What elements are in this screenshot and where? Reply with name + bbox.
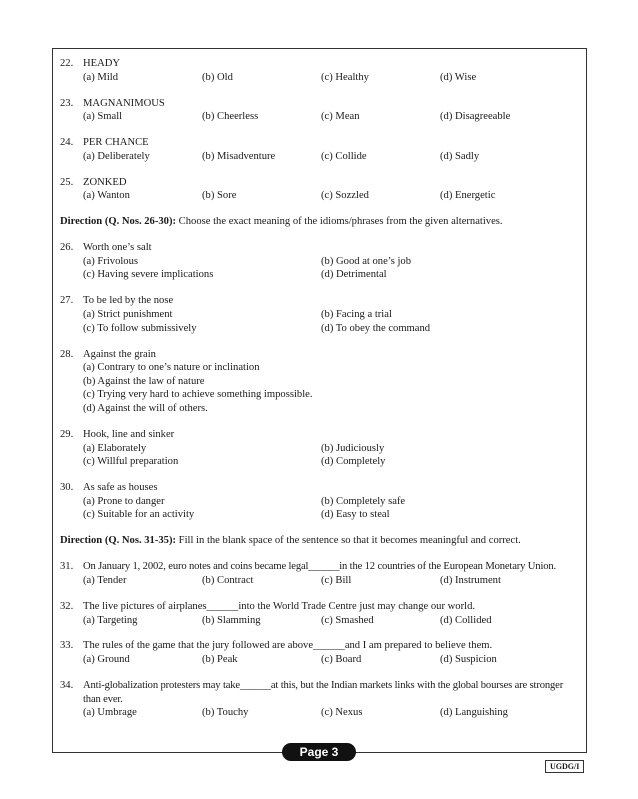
question-sentence: The live pictures of airplanes______into the World Trade Centre just may change our world. <box>83 600 476 612</box>
option-a: (a) Mild <box>83 71 119 83</box>
question-25 <box>60 176 580 203</box>
option-c: (c) Board <box>321 654 362 666</box>
option-d: (d) To obey the command <box>321 322 431 334</box>
question-31 <box>60 560 580 587</box>
question-number: 33. <box>60 640 74 652</box>
question-number: 22. <box>60 58 74 69</box>
paper-code: UGDG/I <box>545 760 584 773</box>
question-sentence: Anti-globalization protesters may take______at this, but the Indian markets links with the global bourses are stronger than ever. <box>83 680 564 705</box>
options-row <box>83 150 580 164</box>
option-b: (b) Misadventure <box>202 150 276 162</box>
question-27 <box>60 294 580 335</box>
option-c: (c) Smashed <box>321 614 374 626</box>
question-number: 30. <box>60 482 74 494</box>
option-b: (b) Sore <box>202 190 237 202</box>
option-a: (a) Elaborately <box>83 442 147 454</box>
option-b: (b) Completely safe <box>321 495 406 507</box>
option-c: (c) Bill <box>321 574 352 586</box>
question-number: 31. <box>60 561 74 573</box>
option-d: (d) Energetic <box>440 190 496 202</box>
question-number: 24. <box>60 137 74 149</box>
option-d: (d) Instrument <box>440 574 501 586</box>
question-number: 23. <box>60 97 74 109</box>
options-row <box>83 614 580 628</box>
options-row <box>83 110 580 124</box>
option-b: (b) Against the law of nature <box>83 375 205 387</box>
question-number: 29. <box>60 429 74 440</box>
option-d: (d) Against the will of others. <box>83 403 208 415</box>
question-34 <box>60 679 580 720</box>
question-24 <box>60 136 580 163</box>
options-row <box>83 574 580 588</box>
question-number: 32. <box>60 600 74 612</box>
option-b: (b) Slamming <box>202 614 261 626</box>
question-32 <box>60 600 580 627</box>
question-23 <box>60 97 580 124</box>
option-c: (c) To follow submissively <box>83 322 197 334</box>
direction-text: Fill in the blank space of the sentence so that it becomes meaningful and correct. <box>176 535 521 547</box>
option-c: (c) Nexus <box>321 707 363 719</box>
question-phrase: To be led by the nose <box>83 295 174 307</box>
option-b: (b) Old <box>202 71 233 83</box>
option-d: (d) Collided <box>440 614 492 626</box>
option-b: (b) Judiciously <box>321 442 385 454</box>
question-phrase: As safe as houses <box>83 482 158 494</box>
options-row <box>83 508 580 522</box>
question-phrase: Against the grain <box>83 348 156 360</box>
option-b: (b) Facing a trial <box>321 309 392 321</box>
option-d: (d) Languishing <box>440 707 508 719</box>
option-c: (c) Collide <box>321 150 367 162</box>
option-d: (d) Suspicion <box>440 654 497 666</box>
options-row <box>83 706 580 720</box>
option-a: (a) Targeting <box>83 614 138 626</box>
option-c: (c) Healthy <box>321 71 369 83</box>
options-row <box>83 308 580 322</box>
options-row <box>83 322 580 336</box>
option-a: (a) Frivolous <box>83 255 139 267</box>
option-b: (b) Contract <box>202 574 254 586</box>
question-sentence: On January 1, 2002, euro notes and coins became legal______in the 12 countries of the European Monetary Union. <box>83 561 557 573</box>
option-d: (d) Detrimental <box>321 269 387 281</box>
direction-fill-blank <box>60 534 580 548</box>
page-number-badge: Page 3 <box>282 743 356 761</box>
question-28 <box>60 348 580 416</box>
question-number: 25. <box>60 176 74 188</box>
question-word: HEADY <box>83 58 121 69</box>
options-row <box>83 255 580 269</box>
question-content <box>60 57 580 720</box>
direction-label: Direction (Q. Nos. 26-30): <box>60 216 177 228</box>
option-a: (a) Strict punishment <box>83 309 173 321</box>
option-b: (b) Cheerless <box>202 111 259 123</box>
option-d: (d) Completely <box>321 456 386 468</box>
options-row <box>83 653 580 667</box>
options-row <box>83 495 580 509</box>
question-29 <box>60 428 580 469</box>
question-number: 34. <box>60 680 74 692</box>
direction-text: Choose the exact meaning of the idioms/phrases from the given alternatives. <box>176 216 503 228</box>
question-word: ZONKED <box>83 176 127 188</box>
question-phrase: Hook, line and sinker <box>83 429 175 440</box>
options-row <box>83 189 580 203</box>
question-number: 28. <box>60 348 74 360</box>
option-d: (d) Easy to steal <box>321 509 390 521</box>
option-c: (c) Mean <box>321 111 360 123</box>
option-a: (a) Ground <box>83 654 130 666</box>
direction-label: Direction (Q. Nos. 31-35): <box>60 535 177 547</box>
question-33 <box>60 639 580 666</box>
option-a: (a) Deliberately <box>83 150 150 162</box>
option-d: (d) Sadly <box>440 150 480 162</box>
options-row <box>83 455 580 469</box>
option-c: (c) Trying very hard to achieve something impossible. <box>83 389 313 401</box>
option-a: (a) Prone to danger <box>83 495 165 507</box>
option-d: (d) Wise <box>440 71 477 83</box>
question-number: 27. <box>60 295 74 307</box>
option-d: (d) Disagreeable <box>440 111 511 123</box>
question-22 <box>60 57 580 84</box>
option-c: (c) Sozzled <box>321 190 369 202</box>
option-a: (a) Tender <box>83 574 127 586</box>
options-row <box>83 268 580 282</box>
question-word: MAGNANIMOUS <box>83 97 165 109</box>
option-b: (b) Peak <box>202 654 238 666</box>
option-b: (b) Good at one’s job <box>321 255 412 267</box>
question-number: 26. <box>60 242 74 254</box>
option-a: (a) Small <box>83 111 123 123</box>
option-a: (a) Umbrage <box>83 707 137 719</box>
options-row <box>83 442 580 456</box>
question-word: PER CHANCE <box>83 137 149 149</box>
option-c: (c) Suitable for an activity <box>83 509 195 521</box>
options-row <box>83 71 580 85</box>
question-30 <box>60 481 580 522</box>
option-a: (a) Wanton <box>83 190 130 202</box>
question-phrase: Worth one’s salt <box>83 242 152 254</box>
option-a: (a) Contrary to one’s nature or inclination <box>83 362 260 374</box>
option-b: (b) Touchy <box>202 707 249 719</box>
option-c: (c) Having severe implications <box>83 269 214 281</box>
direction-idioms <box>60 215 580 229</box>
option-c: (c) Willful preparation <box>83 456 179 468</box>
question-sentence: The rules of the game that the jury followed are above______and I am prepared to believe them. <box>83 640 493 652</box>
question-26 <box>60 241 580 282</box>
